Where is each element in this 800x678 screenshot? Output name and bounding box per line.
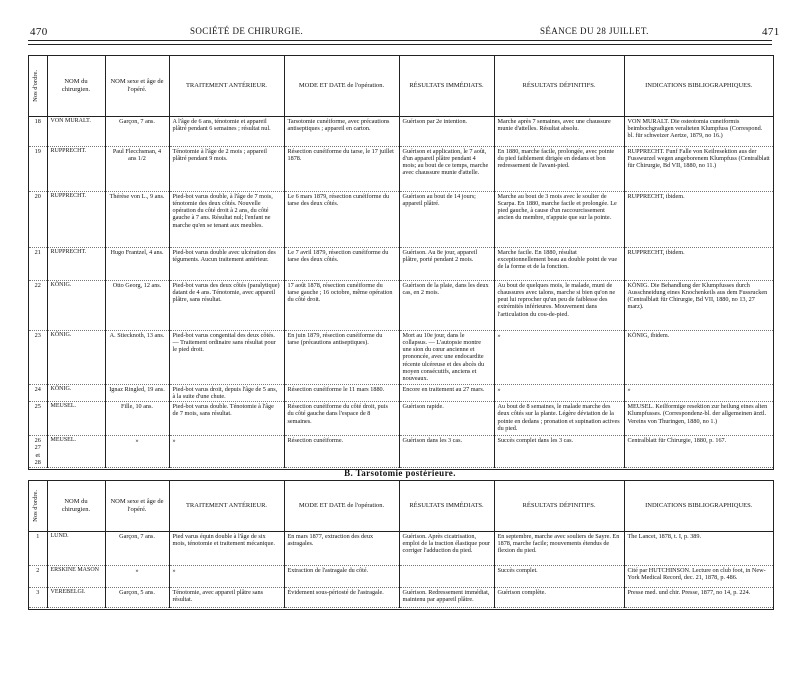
row-number: 26 27 et 28 (29, 436, 47, 468)
patient-info: A. Stiecknoth, 13 ans. (105, 330, 169, 384)
table-a (29, 56, 773, 468)
final-result: En septembre, marche avec souliers de Sayre. En 1878, marche facile; mouvements étendus de flexion du pied. (494, 531, 624, 565)
bibliography: RUPPRECHT. Funf Falle von Keilresektion aus der Fusswurzel wegen angeborenem Klumpfuss (Centralblatt für Chirurgie, Bd VII, 1880, no 11.) (624, 146, 773, 191)
running-title-left: SOCIÉTÉ DE CHIRURGIE. (190, 26, 304, 36)
section-title: B. Tarsotomie postérieure. (344, 468, 456, 478)
immediate-result: Guérison par 2e intention. (399, 116, 494, 146)
patient-info: Thérèse von L., 9 ans. (105, 191, 169, 247)
bibliography: KÖNIG, ibidem. (624, 330, 773, 384)
row-number: 21 (29, 247, 47, 280)
row-number: 1 (29, 531, 47, 565)
surgeon-name: ERSKINE MASON (47, 565, 105, 587)
table-row (29, 436, 773, 468)
operation: Résection cunéiforme le 11 mars 1880. (284, 384, 399, 402)
table-row (29, 402, 773, 436)
bibliography: » (624, 384, 773, 402)
col-definitifs: RÉSULTATS DÉFINITIFS. (494, 481, 624, 531)
immediate-result (399, 565, 494, 587)
operation: Le 6 mars 1879, résection cunéiforme du tarse des deux côtés. (284, 191, 399, 247)
table-row (29, 565, 773, 587)
operation: Extraction de l'astragale du côté. (284, 565, 399, 587)
immediate-result: Guérison rapide. (399, 402, 494, 436)
surgeon-name: MEUSEL. (47, 436, 105, 468)
row-number: 3 (29, 587, 47, 607)
operation: Le 7 avril 1879, résection cunéiforme du tarse des deux côtés. (284, 247, 399, 280)
operation: Tarsotomie cunéiforme, avec précautions antiseptiques ; appareil en carton. (284, 116, 399, 146)
final-result: Marche facile. En 1880, résultat exceptionnellement beau au double point de vue de la forme et de la fonction. (494, 247, 624, 280)
final-result: Succès complet dans les 3 cas. (494, 436, 624, 468)
col-opere: NOM sexe et âge de l'opéré. (105, 481, 169, 531)
patient-info: Fille, 10 ans. (105, 402, 169, 436)
surgeon-name: RUPPRECHT. (47, 247, 105, 280)
row-number: 20 (29, 191, 47, 247)
immediate-result: Mort au 10e jour, dans le collapsus. — L'autopsie montre une sion du cœur ancienne et prononcée, avec une endocardite récente ulcéreuse et des abcès du moyen consécutifs, anciens et nouveaux. (399, 330, 494, 384)
surgeon-name: KÖNIG. (47, 330, 105, 384)
surgeon-name: KÖNIG. (47, 384, 105, 402)
bibliography: MEUSEL. Keilformige resektion zur heilung eines alten Klumpfusses. (Correspondenz-bl. der allgemeinen ärztl. Vereins von Thuringen, 1880, no 1.) (624, 402, 773, 436)
table-row (29, 330, 773, 384)
prior-treatment: Pied-bot varus double. Ténotomie à l'âge de 7 mois, sans résultat. (169, 402, 284, 436)
col-chirurgien: NOM du chirurgien. (47, 481, 105, 531)
surgeon-name: RUPPRECHT. (47, 191, 105, 247)
immediate-result: Guérison et application, le 7 août, d'un appareil plâtre pendant 4 mois; au bout de ce temps, marche avec chaussure munie d'attelle. (399, 146, 494, 191)
bibliography: Cité par HUTCHINSON. Lecture on club foot, in New-York Medical Record, dec. 21, 1878, p. 486. (624, 565, 773, 587)
final-result: Guérison complète. (494, 587, 624, 607)
col-opere: NOM sexe et âge de l'opéré. (105, 56, 169, 116)
prior-treatment: Pied varus équin double à l'âge de six mois, ténotomie et traitement mécanique. (169, 531, 284, 565)
final-result: Au bout de quelques mois, le malade, muni de chaussures avec talons, marche si bien qu'on ne peut lui reprocher qu'un peu de faiblesse des extrémités inférieures. Mouvement dans l'articulation du cou-de-pied. (494, 280, 624, 330)
table-row (29, 191, 773, 247)
operation: Résection cunéiforme du côté droit, puis du côté gauche dans l'espace de 8 semaines. (284, 402, 399, 436)
surgeon-name: VON MURALT. (47, 116, 105, 146)
table-b-frame (28, 480, 774, 610)
prior-treatment: » (169, 436, 284, 468)
table-row (29, 384, 773, 402)
col-traitement: TRAITEMENT ANTÉRIEUR. (169, 481, 284, 531)
final-result: Au bout de 8 semaines, le malade marche des deux côtés sur la plante. Légère déviation de la pointe en dedans ; pronation et supination actives du pied. (494, 402, 624, 436)
table-row (29, 116, 773, 146)
col-biblio: INDICATIONS BIBLIOGRAPHIQUES. (624, 56, 773, 116)
col-mode: MODE ET DATE de l'opération. (284, 481, 399, 531)
final-result: Marche après 7 semaines, avec une chaussure munie d'attelles. Résultat absolu. (494, 116, 624, 146)
patient-info: Paul Flecchsman, 4 ans 1/2 (105, 146, 169, 191)
patient-info: » (105, 436, 169, 468)
page-number-right: 471 (762, 26, 780, 38)
immediate-result: Guérison de la plaie, dans les deux cas, en 2 mois. (399, 280, 494, 330)
table-row (29, 531, 773, 565)
bibliography: RUPPRECHT, ibidem. (624, 191, 773, 247)
bibliography: Centralblatt für Chirurgie, 1880, p. 167. (624, 436, 773, 468)
row-number: 22 (29, 280, 47, 330)
bibliography: Presse med. und chir. Presse, 1877, no 14, p. 224. (624, 587, 773, 607)
table-a-frame (28, 55, 774, 470)
row-number: 19 (29, 146, 47, 191)
surgeon-name: KÖNIG. (47, 280, 105, 330)
page-number-left: 470 (30, 26, 48, 38)
bibliography: KÖNIG. Die Behandlung der Klumpfusses durch Ausschneidung eines Knochenkeils aus dem Fussrucken (Centralblatt für Chirurgie, Bd VII, 1880, no 13, 27 marz). (624, 280, 773, 330)
row-number: 18 (29, 116, 47, 146)
row-number: 23 (29, 330, 47, 384)
final-result: » (494, 330, 624, 384)
patient-info: Garçon, 7 ans. (105, 116, 169, 146)
final-result: » (494, 384, 624, 402)
prior-treatment: Pied-bot varus double, à l'âge de 7 mois, ténotomie des deux côtés. Nouvelle opération du côté droit à 2 ans, du côté gauche à 7 ans. Résultat nul; l'enfant ne marche qu'en se tenant aux meubles. (169, 191, 284, 247)
table-row (29, 146, 773, 191)
col-biblio: INDICATIONS BIBLIOGRAPHIQUES. (624, 481, 773, 531)
surgeon-name: MEUSEL. (47, 402, 105, 436)
final-result: Succès complet. (494, 565, 624, 587)
final-result: En 1880, marche facile, prolongée, avec pointe du pied faiblement dirigée en dedans et bon redressement de l'avant-pied. (494, 146, 624, 191)
immediate-result: Guérison au bout de 14 jours; appareil plâtré. (399, 191, 494, 247)
surgeon-name: VEREBELGI. (47, 587, 105, 607)
operation: Résection cunéiforme du tarse, le 17 juillet 1878. (284, 146, 399, 191)
prior-treatment: Pied-bot varus des deux côtés (paralytique) datant de 4 ans. Ténotomie, avec appareil plâtre, sans résultat. (169, 280, 284, 330)
patient-info: Ignaz Ringled, 19 ans. (105, 384, 169, 402)
patient-info: Hugo Frantzel, 4 ans. (105, 247, 169, 280)
col-ordre: Nos d'ordre. (29, 481, 47, 531)
immediate-result: Guérison. Redressement immédiat, maintenu par appareil plâtre. (399, 587, 494, 607)
immediate-result: Guérison. Au 8e jour, appareil plâtre, porté pendant 2 mois. (399, 247, 494, 280)
operation: En mars 1877, extraction des deux astragales. (284, 531, 399, 565)
running-title-right: SÉANCE DU 28 JUILLET. (540, 26, 649, 36)
operation: En juin 1879, résection cunéiforme du tarse (précautions antiseptiques). (284, 330, 399, 384)
immediate-result: Encore en traitement au 27 mars. (399, 384, 494, 402)
patient-info: Garçon, 7 ans. (105, 531, 169, 565)
row-number: 24 (29, 384, 47, 402)
bibliography: VON MURALT. Die osteotomia cuneiformis beimbochgradigen veralteten Klumpfuss (Correspond. bl. für schweizer Aertze, 1879, no 16.) (624, 116, 773, 146)
header-rule (28, 40, 772, 45)
operation: Évidement sous-périosté de l'astragale. (284, 587, 399, 607)
patient-info: Otto Georg, 12 ans. (105, 280, 169, 330)
patient-info: » (105, 565, 169, 587)
col-immediats: RÉSULTATS IMMÉDIATS. (399, 56, 494, 116)
table-row (29, 247, 773, 280)
col-mode: MODE ET DATE de l'opération. (284, 56, 399, 116)
immediate-result: Guérison. Après cicatrisation, emploi de la traction élastique pour corriger l'adduction du pied. (399, 531, 494, 565)
col-chirurgien: NOM du chirurgien. (47, 56, 105, 116)
table-row (29, 587, 773, 607)
operation: 17 août 1878, résection cunéiforme du tarse gauche ; 16 octobre, même opération du côté droit. (284, 280, 399, 330)
operation: Résection cunéiforme. (284, 436, 399, 468)
prior-treatment: » (169, 565, 284, 587)
bibliography: The Lancet, 1878, t. I, p. 389. (624, 531, 773, 565)
col-definitifs: RÉSULTATS DÉFINITIFS. (494, 56, 624, 116)
prior-treatment: Pied-bot varus congenital des deux côtés. — Traitement ordinaire sans résultat pour le pied droit. (169, 330, 284, 384)
table-row (29, 280, 773, 330)
prior-treatment: Ténotomie à l'âge de 2 mois ; appareil plâtré pendant 9 mois. (169, 146, 284, 191)
col-immediats: RÉSULTATS IMMÉDIATS. (399, 481, 494, 531)
col-traitement: TRAITEMENT ANTÉRIEUR. (169, 56, 284, 116)
prior-treatment: Ténotomie, avec appareil plâtre sans résultat. (169, 587, 284, 607)
surgeon-name: RUPPRECHT. (47, 146, 105, 191)
prior-treatment: Pied-bot varus double avec ulcération des téguments. Aucun traitement antérieur. (169, 247, 284, 280)
row-number: 2 (29, 565, 47, 587)
immediate-result: Guérison dans les 3 cas. (399, 436, 494, 468)
patient-info: Garçon, 5 ans. (105, 587, 169, 607)
row-number: 25 (29, 402, 47, 436)
prior-treatment: A l'âge de 6 ans, ténotomie et appareil plâtré pendant 6 semaines ; résultat nul. (169, 116, 284, 146)
final-result: Marche au bout de 3 mois avec le soulier de Scarpa. En 1880, marche facile et prolongée. Le pied gauche, à cause d'un raccourcissement ancien du membre, n'appuie que sur la pointe. (494, 191, 624, 247)
col-ordre: Nos d'ordre. (29, 56, 47, 116)
table-b (29, 481, 773, 608)
surgeon-name: LUND. (47, 531, 105, 565)
bibliography: RUPPRECHT, ibidem. (624, 247, 773, 280)
prior-treatment: Pied-bot varus droit, depuis l'âge de 5 ans, à la suite d'une chute. (169, 384, 284, 402)
